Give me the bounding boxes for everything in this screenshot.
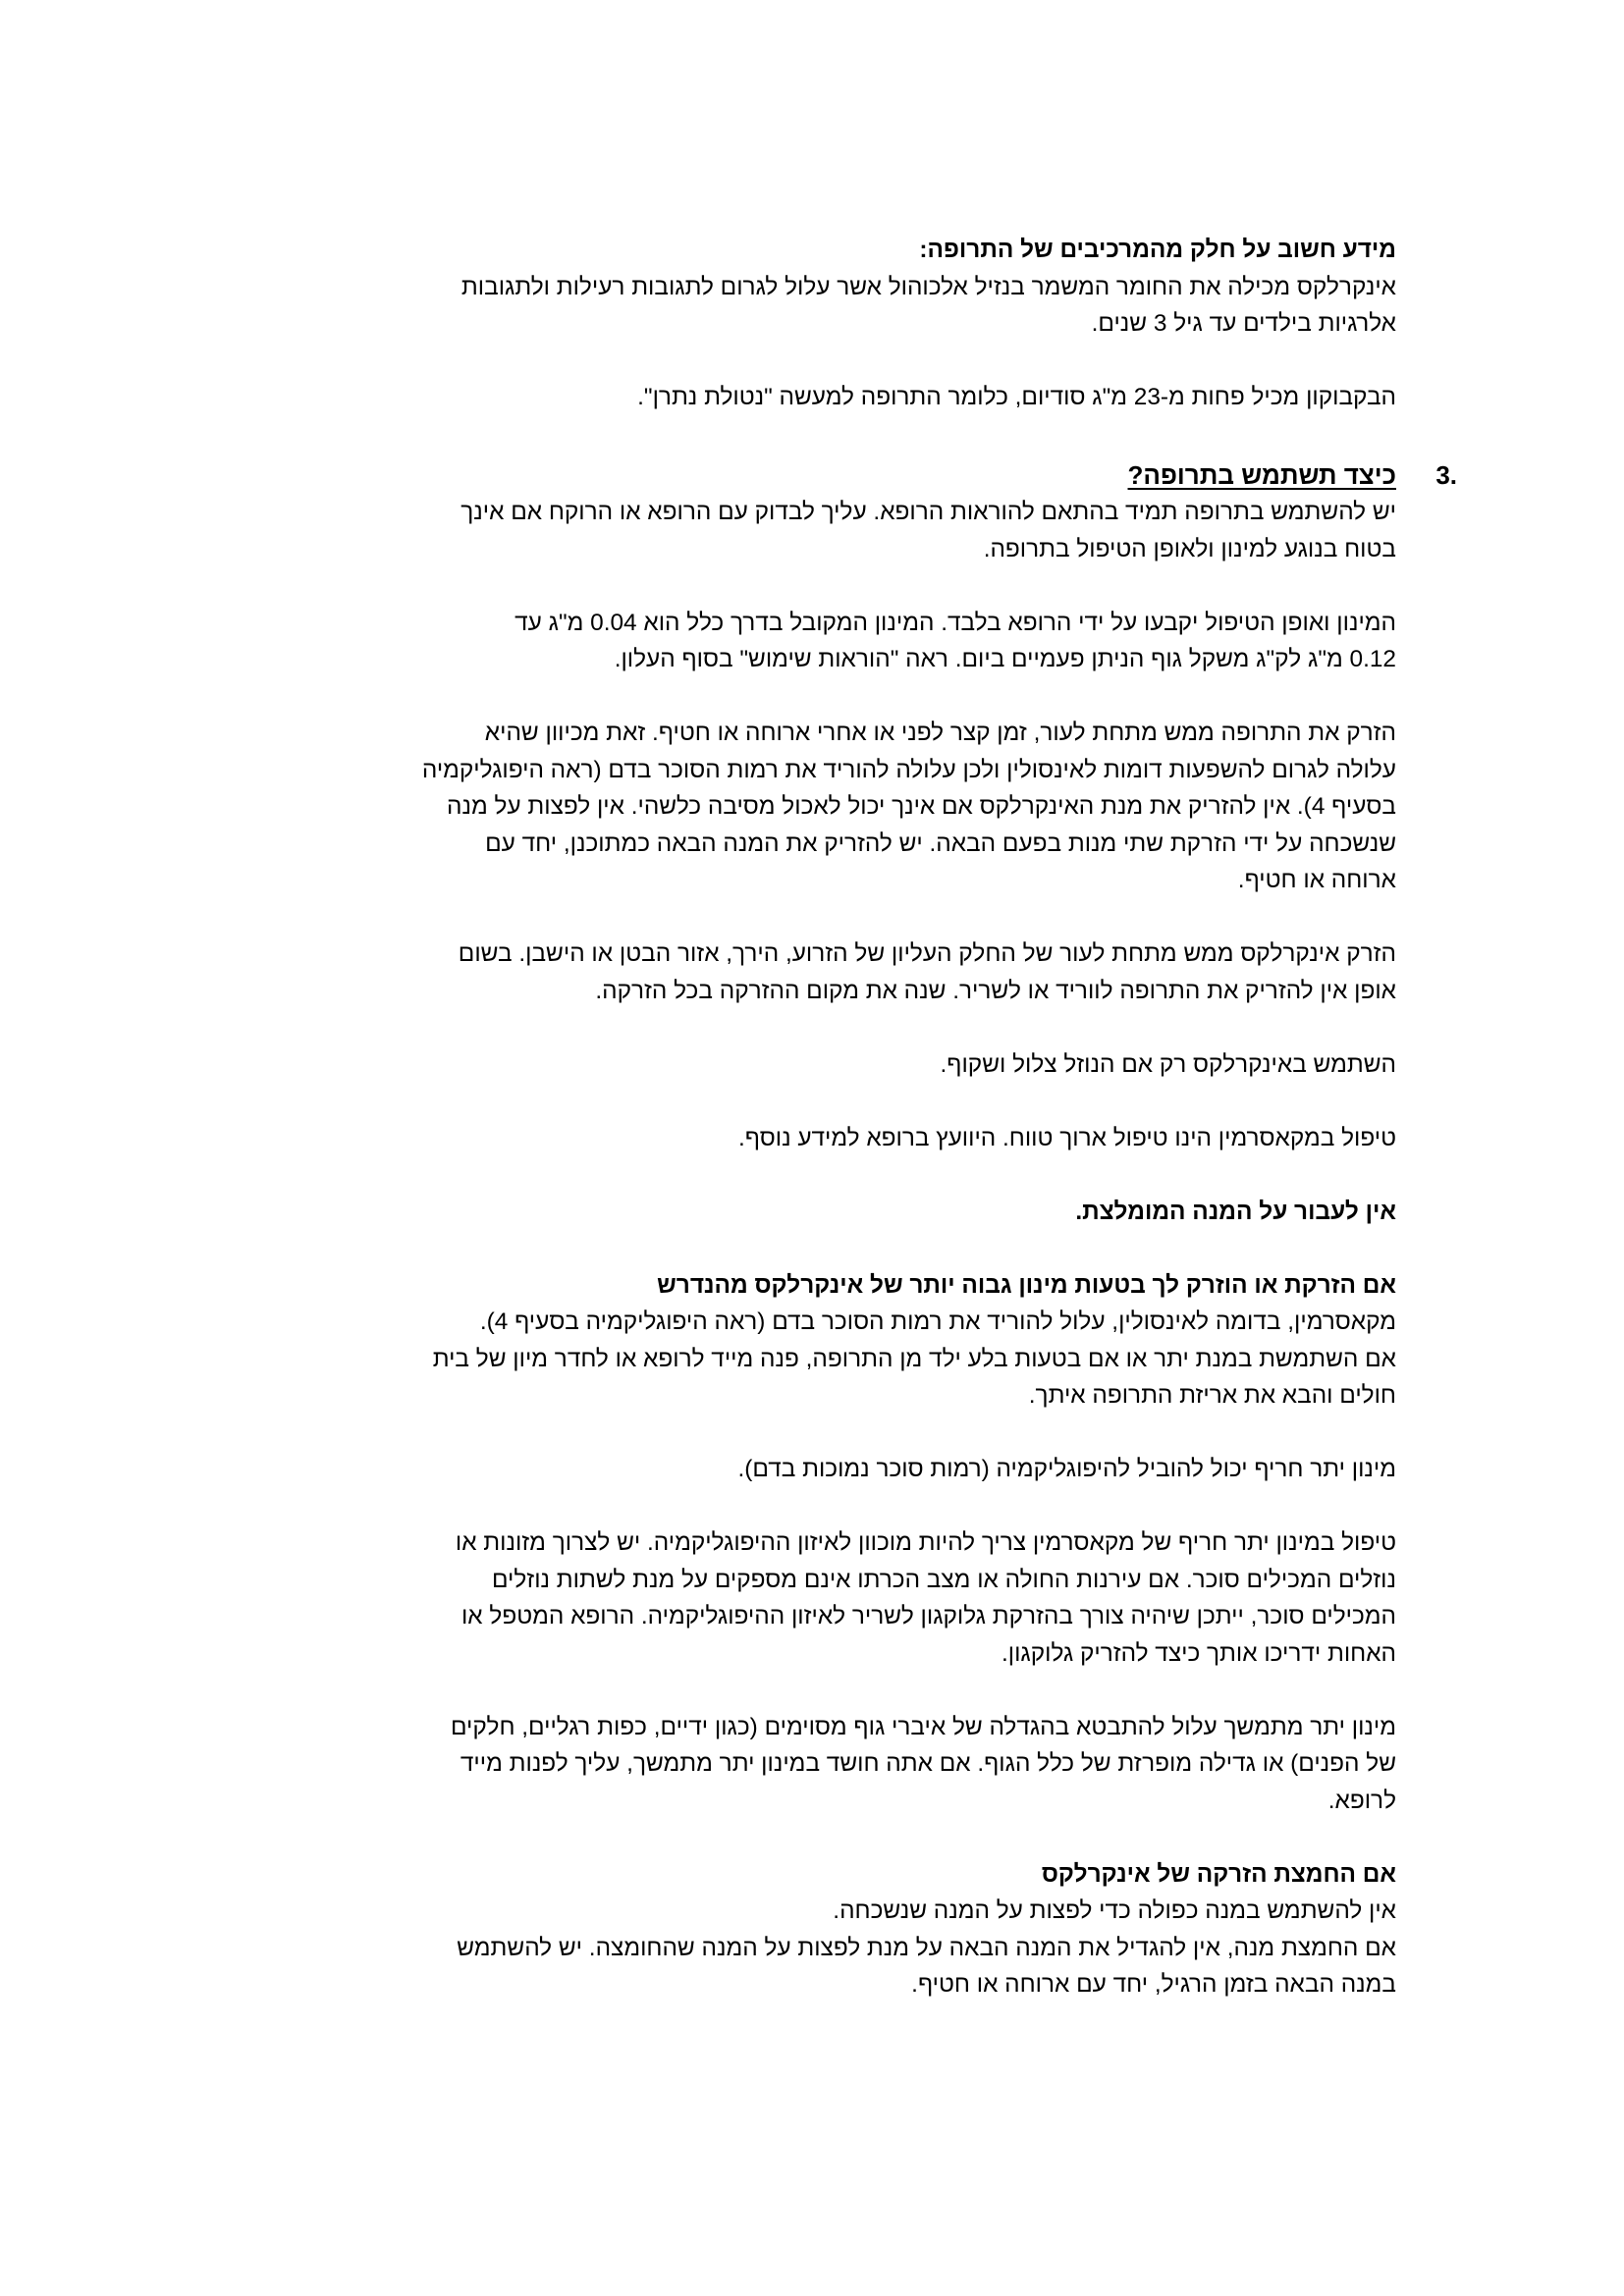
missed-dose-section bbox=[223, 1856, 1396, 2003]
dosage-p2-line-2: 0.12 מ"ג לק"ג משקל גוף הניתן פעמיים ביום. ראה "הוראות שימוש" בסוף העלון. bbox=[614, 646, 1396, 672]
overdose-p3-line-1: טיפול במינון יתר חריף של מקאסרמין צריך להיות מוכוון לאיזון ההיפוגליקמיה. יש לצרוך מזונות או bbox=[455, 1529, 1396, 1556]
injection-p3-line-5: ארוחה או חטיף. bbox=[1237, 867, 1396, 893]
overdose-p4-line-3: לרופא. bbox=[1327, 1787, 1396, 1814]
how-to-use-section bbox=[223, 456, 1457, 1267]
overdose-section bbox=[223, 1267, 1396, 1856]
section-number: 3. bbox=[1435, 460, 1457, 490]
injection-p3-line-3: בסעיף 4). אין להזריק את מנת האינקרלקס אם אינך יכול לאכול מסיבה כלשהי. אין לפצות על מנה bbox=[447, 793, 1396, 820]
clear-liquid-note: השתמש באינקרלקס רק אם הנוזל צלול ושקוף. bbox=[940, 1050, 1396, 1078]
missed-dose-line-3: במנה הבאה בזמן הרגיל, יחד עם ארוחה או חטיף. bbox=[911, 1971, 1396, 1998]
acute-overdose-note: מינון יתר חריף יכול להוביל להיפוגליקמיה (רמות סוכר נמוכות בדם). bbox=[737, 1456, 1396, 1482]
missed-dose-line-1: אין להשתמש במנה כפולה כדי לפצות על המנה שנשכחה. bbox=[833, 1897, 1396, 1924]
overdose-heading: אם הזרקת או הוזרק לך בטעות מינון גבוה יותר של אינקרלקס מהנדרש bbox=[657, 1271, 1396, 1299]
section-title: כיצד תשתמש בתרופה? bbox=[1127, 460, 1396, 490]
overdose-p3-line-2: נוזלים המכילים סוכר. אם עירנות החולה או מצב הכרתו אינם מספקים על מנת לשתות נוזלים bbox=[492, 1566, 1396, 1593]
injection-p3-line-1: הזרק את התרופה ממש מתחת לעור, זמן קצר לפני או אחרי ארוחה או חטיף. זאת מכיוון שהיא bbox=[484, 720, 1396, 746]
injection-site-p4-line-2: אופן אין להזריק את התרופה לווריד או לשריר. שנה את מקום ההזרקה בכל הזרקה. bbox=[595, 977, 1396, 1004]
dose-warning: אין לעבור על המנה המומלצת. bbox=[1075, 1198, 1396, 1225]
usage-p1-line-1: יש להשתמש בתרופה תמיד בהתאם להוראות הרופא. עליך לבדוק עם הרופא או הרוקח אם אינך bbox=[460, 499, 1396, 525]
ingredients-p1-line-1: אינקרלקס מכילה את החומר המשמר בנזיל אלכוהול אשר עלול לגרום לתגובות רעילות ולתגובות bbox=[460, 273, 1396, 300]
leaflet-page bbox=[223, 232, 1457, 2003]
dosage-p2-line-1: המינון ואופן הטיפול יקבעו על ידי הרופא בלבד. המינון המקובל בדרך כלל הוא 0.04 מ"ג עד bbox=[514, 609, 1396, 636]
ingredients-p1-line-2: אלרגיות בילדים עד גיל 3 שנים. bbox=[1091, 310, 1396, 337]
usage-p1-line-2: בטוח בנוגע למינון ולאופן הטיפול בתרופה. bbox=[983, 535, 1396, 562]
injection-p3-line-4: שנשכחה על ידי הזרקת שתי מנות בפעם הבאה. יש להזריק את המנה הבאה כמתוכנן, יחד עם bbox=[485, 829, 1396, 857]
overdose-p4-line-1: מינון יתר מתמשך עלול להתבטא בהגדלה של איברי גוף מסוימים (כגון ידיים, כפות רגליים, חלקים bbox=[450, 1713, 1396, 1740]
injection-p3-line-2: עלולה לגרום להשפעות דומות לאינסולין ולכן עלולה להוריד את רמות הסוכר בדם (ראה היפוגליקמיה bbox=[421, 756, 1396, 783]
missed-dose-heading: אם החמצת הזרקה של אינקרלקס bbox=[1041, 1860, 1396, 1888]
sodium-statement: הבקבוקון מכיל פחות מ-23 מ"ג סודיום, כלומר התרופה למעשה "נטולת נתרן". bbox=[637, 384, 1396, 410]
overdose-p1-line-2: אם השתמשת במנת יתר או אם בטעות בלע ילד מן התרופה, פנה מייד לרופא או לחדר מיון של בית bbox=[432, 1345, 1396, 1372]
overdose-p4-line-2: של הפנים) או גדילה מופרזת של כלל הגוף. אם אתה חושד במינון יתר מתמשך, עליך לפנות מייד bbox=[460, 1750, 1396, 1777]
ingredients-section bbox=[223, 232, 1396, 453]
overdose-p3-line-3: המכילים סוכר, ייתכן שיהיה צורך בהזרקת גלוקגון לשריר לאיזון ההיפוגליקמיה. הרופא המטפל או bbox=[460, 1603, 1396, 1629]
overdose-p1-line-1: מקאסרמין, בדומה לאינסולין, עלול להוריד את רמות הסוכר בדם (ראה היפוגליקמיה בסעיף 4). bbox=[479, 1308, 1396, 1335]
long-term-note: טיפול במקאסרמין הינו טיפול ארוך טווח. היוועץ ברופא למידע נוסף. bbox=[738, 1124, 1396, 1151]
missed-dose-line-2: אם החמצת מנה, אין להגדיל את המנה הבאה על מנת לפצות על המנה שהחומצה. יש להשתמש bbox=[457, 1934, 1396, 1961]
injection-site-p4-line-1: הזרק אינקרלקס ממש מתחת לעור של החלק העליון של הזרוע, הירך, אזור הבטן או הישבן. בשום bbox=[458, 940, 1396, 967]
overdose-p1-line-3: חולים והבא את אריזת התרופה איתך. bbox=[1028, 1382, 1396, 1409]
ingredients-heading: מידע חשוב על חלק מהמרכיבים של התרופה: bbox=[919, 237, 1396, 263]
how-to-use-heading bbox=[223, 456, 1457, 494]
overdose-p3-line-4: האחות ידריכו אותך כיצד להזריק גלוקגון. bbox=[1001, 1639, 1396, 1667]
